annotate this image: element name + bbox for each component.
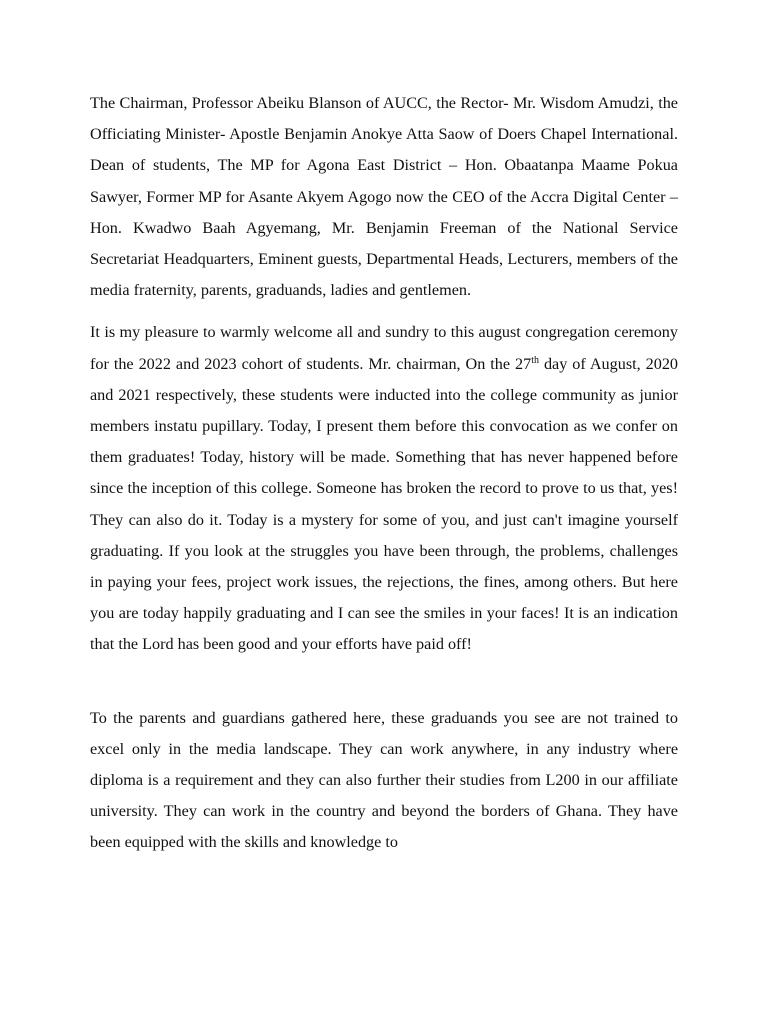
document-page (90, 88, 678, 859)
paragraph-salutation: The Chairman, Professor Abeiku Blanson of AUCC, the Rector- Mr. Wisdom Amudzi, the Officiating Minister- Apostle Benjamin Anokye Atta Saow of Doers Chapel International. Dean of students, The MP for Agona East District – Hon. Obaatanpa Maame Pokua Sawyer, Former MP for Asante Akyem Agogo now the CEO of the Accra Digital Center – Hon. Kwadwo Baah Agyemang, Mr. Benjamin Freeman of the National Service Secretariat Headquarters, Eminent guests, Departmental Heads, Lecturers, members of the media fraternity, parents, graduands, ladies and gentlemen. (90, 94, 678, 300)
ordinal-superscript: th (531, 354, 539, 366)
paragraph-welcome (90, 317, 678, 660)
welcome-text-start: It is my pleasure to warmly welcome all and sundry to this august congregation ceremony for the 2022 and 2023 cohort of students. Mr. chairman, On the 27 (90, 323, 678, 373)
paragraph-parents: To the parents and guardians gathered here, these graduands you see are not trained to excel only in the media landscape. They can work anywhere, in any industry where diploma is a requirement and they can also further their studies from L200 in our affiliate university. They can work in the country and beyond the borders of Ghana. They have been equipped with the skills and knowledge to (90, 708, 678, 852)
welcome-text-rest: day of August, 2020 and 2021 respectively, these students were inducted into the college community as junior members instatu pupillary. Today, I present them before this convocation as we confer on them graduates! Today, history will be made. Something that has never happened before since the inception of this college. Someone has broken the record to prove to us that, yes! They can also do it. Today is a mystery for some of you, and just can't imagine yourself graduating. If you look at the struggles you have been through, the problems, challenges in paying your fees, project work issues, the rejections, the fines, among others. But here you are today happily graduating and I can see the smiles in your faces! It is an indication that the Lord has been good and your efforts have paid off! (90, 354, 679, 654)
